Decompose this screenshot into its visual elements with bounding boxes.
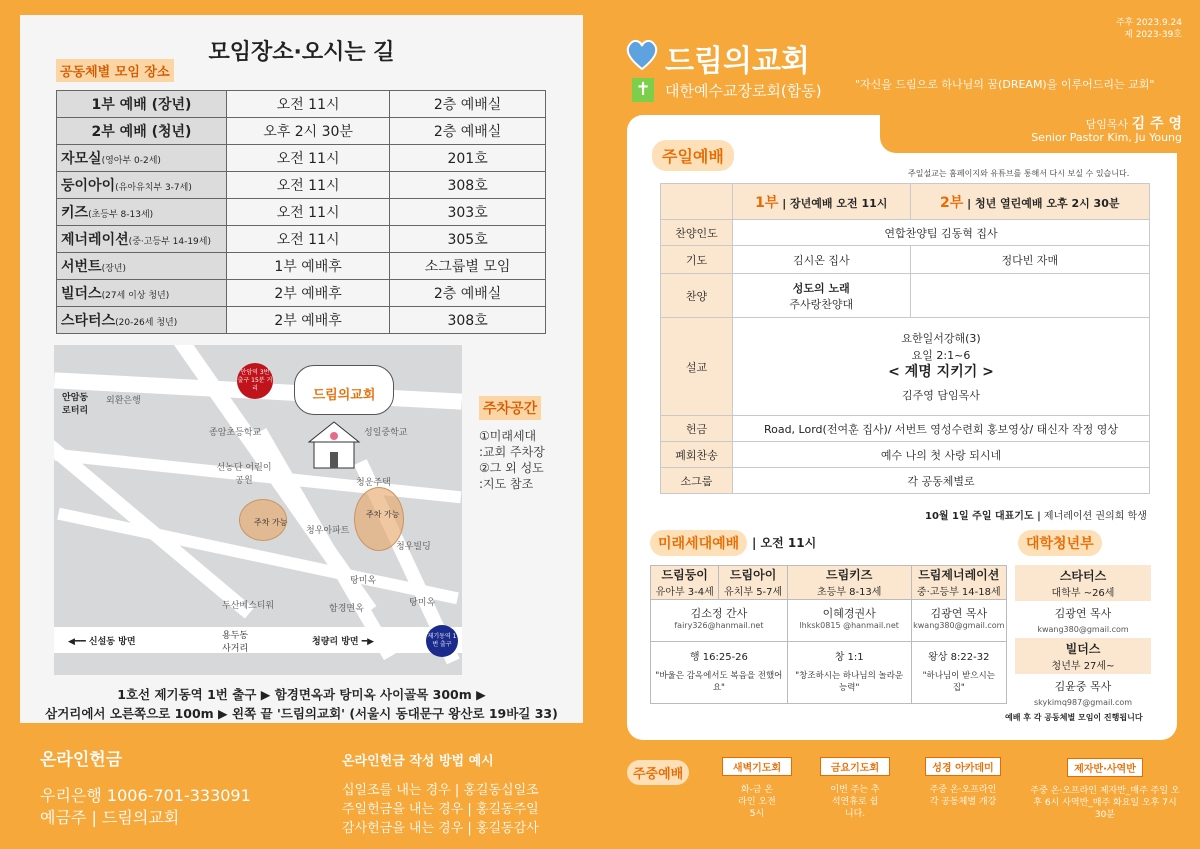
service-1: | 장년예배 오전 11시	[782, 196, 888, 210]
room-place: 308호	[390, 307, 546, 334]
bank-account: 우리은행 1006-701-333091	[40, 786, 251, 805]
future-table	[650, 565, 1007, 704]
weekday-title: 주중예배	[627, 760, 689, 785]
service-1-number: 1부	[755, 194, 779, 211]
apt1-label: 청운주택	[356, 478, 391, 488]
room-place: 2층 예배실	[390, 91, 546, 118]
future-dept: 드림키즈	[826, 568, 873, 582]
sunday-service-title: 주일예배	[652, 140, 734, 171]
builders-name: 빌더스	[1065, 642, 1101, 656]
example-2: 주일헌금을 내는 경우 | 홍길동주일	[342, 802, 539, 817]
future-message: "하나님이 받으시는 집"	[922, 671, 995, 693]
service-2-number: 2부	[940, 194, 964, 211]
sermon-text: 요일 2:1~6	[911, 348, 971, 362]
future-teacher: 김광연 목사	[930, 607, 988, 620]
room-time: 2부 예배후	[227, 280, 390, 307]
future-dept: 드림아이	[729, 568, 777, 582]
room-group: 키즈	[61, 205, 89, 221]
caption-line1: 1호선 제기동역 1번 출구 ▶ 함경면옥과 탕미옥 사이골목 300m ▶	[117, 687, 486, 702]
room-place: 308호	[390, 172, 546, 199]
parking-1: 주차 가능	[254, 518, 288, 527]
weekday-academy	[925, 757, 1001, 808]
hamgyeong-label: 함경면옥	[329, 604, 364, 614]
left-direction: ◀━━ 신설동 방면	[68, 637, 136, 647]
builders-age: 청년부 27세~	[1051, 661, 1115, 672]
school2-label: 성일중학교	[364, 428, 408, 438]
future-teacher: 김소정 간사	[690, 607, 748, 620]
issue-info	[1116, 17, 1182, 41]
room-row	[57, 280, 546, 307]
academy-label: 성경 아카데미	[925, 757, 1001, 776]
rotary-label: 안암동 로터리	[62, 393, 89, 416]
tang1-label: 탕미옥	[350, 576, 377, 586]
example-3: 감사헌금을 내는 경우 | 홍길동감사	[342, 821, 539, 836]
smallgroup-key: 소그룹	[661, 468, 733, 494]
directions-caption	[20, 685, 583, 723]
apt2-label: 청우아파트	[306, 526, 350, 536]
room-place: 201호	[390, 145, 546, 172]
room-time: 오후 2시 30분	[227, 118, 390, 145]
weekday-discipleship	[1030, 757, 1180, 821]
closing-value: 예수 나의 첫 사랑 되시네	[733, 442, 1150, 468]
choir-key: 찬양	[661, 274, 733, 318]
directions-map	[54, 345, 462, 675]
room-place: 305호	[390, 226, 546, 253]
rep-value: 제너레이션 권의희 학생	[1043, 511, 1147, 522]
account-holder: 예금주 | 드림의교회	[40, 808, 180, 827]
smallgroup-value: 각 공동체별로	[733, 468, 1150, 494]
weekday-dawn	[722, 757, 792, 820]
future-dept: 드림제너레이션	[918, 568, 1000, 582]
park-label: 선농단 어린이공원	[216, 463, 272, 486]
station-a-marker: 안암역 3번 출구 15분 거리	[237, 363, 273, 399]
doosan-label: 두산베스티워	[222, 601, 275, 611]
starters-pastor: 김광연 목사	[1054, 607, 1112, 620]
sermon-key: 설교	[661, 318, 733, 416]
future-email: kwang380@gmail.com	[913, 621, 1005, 630]
pastor-info	[1031, 118, 1182, 144]
parking-l1: ①미래세대	[479, 429, 537, 443]
room-time: 오전 11시	[227, 91, 390, 118]
academy-detail: 주중 온·오프라인 각 공동체별 개강	[929, 785, 997, 807]
pastor-label: 담임목사	[1085, 118, 1129, 131]
room-time: 1부 예배후	[227, 253, 390, 280]
prayer-1: 김시온 집사	[733, 246, 911, 274]
issue-number: 제 2023-39호	[1124, 30, 1182, 40]
future-age: 중·고등부 14-18세	[916, 587, 1001, 598]
friday-detail: 이번 주는 추석연휴로 쉽니다.	[830, 785, 880, 819]
sermon-series: 요한일서강해(3)	[901, 331, 981, 345]
room-row	[57, 145, 546, 172]
rep-label: 10월 1일 주일 대표기도 |	[925, 511, 1041, 522]
left-panel	[20, 15, 583, 723]
page-title: 모임장소·오시는 길	[208, 40, 395, 65]
caption-line2: 삼거리에서 오른쪽으로 100m ▶ 왼쪽 끝 '드림의교회' (서울시 동대문구 왕산로 19바길 33)	[45, 706, 558, 721]
example-list	[342, 781, 539, 838]
choir-group: 주사랑찬양대	[789, 297, 854, 311]
room-place: 2층 예배실	[390, 280, 546, 307]
heart-logo-icon	[624, 36, 660, 72]
sermon-title: < 계명 지키기 >	[888, 363, 994, 380]
parking-l4: :지도 참조	[479, 477, 534, 491]
starters-age: 대학부 ~26세	[1051, 588, 1115, 599]
room-group-detail: (20-26세 청년)	[115, 318, 178, 328]
praise-key: 찬양인도	[661, 220, 733, 246]
room-group-detail: (유아유치부 3-7세)	[115, 183, 192, 193]
room-group-detail: (27세 이상 청년)	[101, 291, 170, 301]
room-group-detail: (장년)	[101, 264, 126, 274]
parking-section	[479, 396, 545, 492]
example-1: 십일조를 내는 경우 | 홍길동십일조	[342, 783, 539, 798]
starters-name: 스타터스	[1059, 569, 1107, 583]
future-teacher: 이혜경권사	[822, 607, 876, 620]
offering-key: 헌금	[661, 416, 733, 442]
room-row	[57, 118, 546, 145]
example-title: 온라인헌금 작성 방법 예시	[342, 754, 494, 769]
dawn-label: 새벽기도회	[722, 757, 792, 776]
pastor-name: 김 주 영	[1131, 116, 1182, 132]
room-row	[57, 307, 546, 334]
future-row	[651, 642, 1007, 704]
parking-l3: ②그 외 성도	[479, 461, 544, 475]
room-group-detail: (초등부 8-13세)	[88, 210, 154, 220]
discipleship-label: 제자반·사역반	[1067, 758, 1143, 777]
bank-label: 외환은행	[106, 396, 141, 406]
youth-box	[1015, 565, 1151, 707]
room-group: 빌더스	[61, 286, 102, 302]
friday-label: 금요기도회	[820, 757, 890, 776]
future-row	[651, 600, 1007, 642]
section-tag: 공동체별 모임 장소	[56, 59, 174, 82]
future-title: 미래세대예배	[650, 530, 747, 556]
room-time: 오전 11시	[227, 172, 390, 199]
denomination: 대한예수교장로회(합동)	[665, 82, 822, 100]
room-group: 제너레이션	[61, 232, 129, 248]
station-b-marker: 제기동역 1번 출구	[426, 625, 458, 657]
future-verse: 왕상 8:22-32	[928, 652, 990, 663]
future-email: lhksk0815 @hanmail.net	[799, 621, 899, 630]
parking-title: 주차공간	[479, 396, 541, 420]
room-group: 스타터스	[61, 313, 116, 329]
room-table	[56, 90, 546, 334]
room-group: 1부 예배 (장년)	[91, 97, 192, 113]
prayer-2: 정다빈 자매	[910, 246, 1149, 274]
room-place: 2층 예배실	[390, 118, 546, 145]
builders-email: skykimq987@gmail.com	[1033, 698, 1133, 707]
tang2-label: 탕미옥	[409, 598, 436, 608]
future-message: "바울은 감옥에서도 복음을 전했어요"	[655, 671, 783, 693]
prayer-key: 기도	[661, 246, 733, 274]
service-table	[660, 183, 1150, 494]
right-direction: 청량리 방면 ━▶	[312, 637, 375, 647]
issue-date: 주후 2023.9.24	[1115, 18, 1182, 28]
room-row	[57, 253, 546, 280]
church-icon	[304, 420, 364, 470]
bldg-label: 청우빌딩	[396, 542, 431, 552]
room-time: 오전 11시	[227, 145, 390, 172]
representative-prayer	[925, 507, 1147, 522]
room-group: 2부 예배 (청년)	[91, 124, 192, 140]
yongdu-label: 용두동 사거리	[222, 631, 249, 654]
motto: "자신을 드림으로 하나님의 꿈(DREAM)을 이루어드리는 교회"	[855, 78, 1155, 91]
choir-song: 성도의 노래	[792, 281, 850, 295]
praise-value: 연합찬양팀 김동혁 집사	[733, 220, 1150, 246]
offering-value: Road, Lord(전여훈 집사)/ 서번트 영성수련회 홍보영상/ 태신자 작정 영상	[733, 416, 1150, 442]
cross-icon: ✝	[632, 78, 654, 102]
room-row	[57, 91, 546, 118]
future-dept: 드림둥이	[661, 568, 708, 582]
future-email: fairy326@hanmail.net	[674, 621, 764, 630]
sermon-note: 주일설교는 홈페이지와 유튜브를 통해서 다시 보실 수 있습니다.	[908, 169, 1130, 178]
future-verse: 행 16:25-26	[689, 652, 748, 663]
builders-pastor: 김윤중 목사	[1054, 680, 1112, 693]
weekday-friday	[820, 757, 890, 820]
discipleship-detail: 주중 온·오프라인 제자반_매주 주일 오후 6시 사역반_매주 화요일 오후 7시 30분	[1030, 786, 1180, 820]
room-time: 오전 11시	[227, 199, 390, 226]
room-group: 자모실	[61, 151, 102, 167]
room-group-detail: (중·고등부 14-19세)	[128, 237, 211, 247]
room-group-detail: (영아부 0-2세)	[101, 156, 161, 166]
church-name: 드림의교회	[665, 44, 810, 79]
room-place: 303호	[390, 199, 546, 226]
parking-l2: :교회 주차장	[479, 445, 545, 459]
future-time: | 오전 11시	[752, 536, 817, 550]
youth-title: 대학청년부	[1018, 530, 1102, 556]
closing-key: 폐회찬송	[661, 442, 733, 468]
room-group: 서번트	[61, 259, 102, 275]
sermon-preacher: 김주영 담임목사	[902, 388, 980, 402]
service-2: | 청년 열린예배 오후 2시 30분	[967, 196, 1120, 210]
room-group: 둥이아이	[61, 178, 116, 194]
school1-label: 종암초등학교	[209, 428, 262, 438]
room-row	[57, 226, 546, 253]
pastor-english: Senior Pastor Kim, Ju Young	[1031, 131, 1182, 144]
room-row	[57, 172, 546, 199]
parking-2: 주차 가능	[366, 510, 400, 519]
future-head-row	[651, 566, 1007, 600]
future-age: 유치부 5-7세	[724, 587, 783, 598]
starters-email: kwang380@gmail.com	[1037, 625, 1129, 634]
room-place: 소그룹별 모임	[390, 253, 546, 280]
online-offering-title: 온라인헌금	[40, 750, 123, 770]
youth-note: 예배 후 각 공동체별 모임이 진행됩니다	[1005, 713, 1143, 722]
future-verse: 창 1:1	[834, 652, 864, 663]
future-age: 유아부 3-4세	[655, 587, 714, 598]
room-time: 오전 11시	[227, 226, 390, 253]
room-row	[57, 199, 546, 226]
dawn-detail: 화-금 온라인 오전5시	[738, 785, 776, 819]
church-bubble: 드림의교회	[294, 365, 394, 415]
room-time: 2부 예배후	[227, 307, 390, 334]
future-message: "창조하시는 하나님의 놀라운 능력"	[795, 671, 904, 693]
future-age: 초등부 8-13세	[816, 587, 882, 598]
